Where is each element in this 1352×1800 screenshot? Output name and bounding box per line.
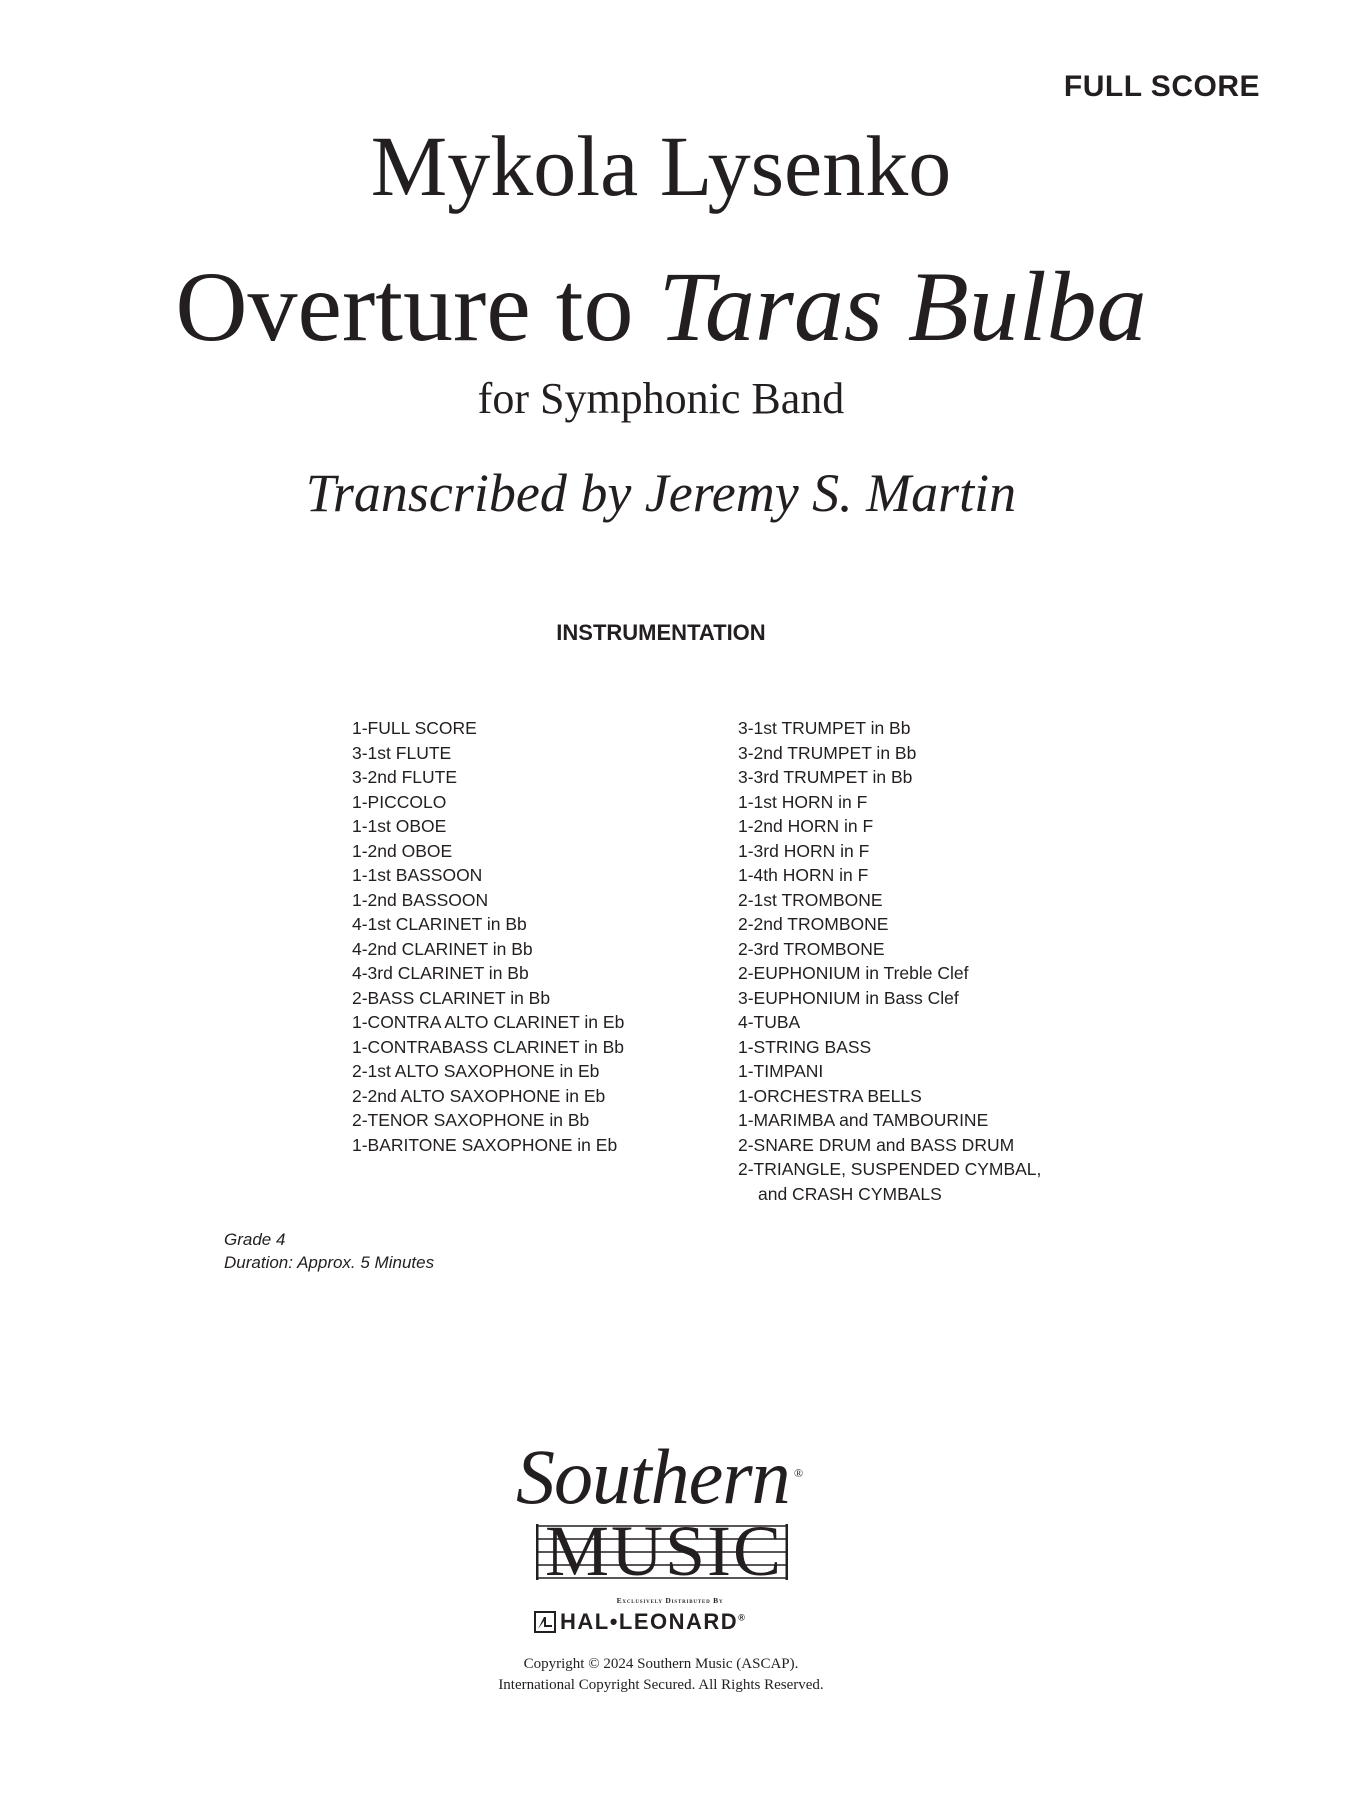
instrument-list-item: 1-CONTRABASS CLARINET in Bb: [352, 1036, 624, 1057]
instrument-list-item: 1-PICCOLO: [352, 791, 447, 812]
copyright-line-1: Copyright © 2024 Southern Music (ASCAP).: [523, 1656, 799, 1672]
instrument-list-item: 1-1st BASSOON: [352, 865, 483, 885]
instrument-list-item: 1-ORCHESTRA BELLS: [738, 1085, 922, 1106]
logo-distributor-name: [560, 1609, 746, 1635]
duration-label: Duration: Approx. 5 Minutes: [224, 1253, 435, 1272]
work-title-prefix: Overture to: [175, 251, 659, 362]
instrumentation-right-column: [738, 716, 1138, 1206]
instrument-list-item: 2-1st ALTO SAXOPHONE in Eb: [352, 1061, 600, 1081]
instrument-list-item: 2-BASS CLARINET in Bb: [352, 987, 551, 1008]
instrumentation-heading: INSTRUMENTATION: [556, 620, 766, 645]
instrument-list-item: 3-EUPHONIUM in Bass Clef: [738, 987, 959, 1008]
instrument-list-item: 2-TENOR SAXOPHONE in Bb: [352, 1110, 590, 1130]
work-subtitle: for Symphonic Band: [477, 374, 845, 423]
instrument-list-item: 3-2nd FLUTE: [352, 767, 458, 787]
instrument-list-item: 1-2nd OBOE: [352, 840, 453, 861]
instrument-list-item: 4-3rd CLARINET in Bb: [352, 963, 529, 983]
instrument-list-item: 2-1st TROMBONE: [738, 889, 883, 910]
logo-southern-text: Southern: [516, 1433, 790, 1520]
logo-music-text: MUSIC: [544, 1511, 784, 1591]
instrument-list-item: 3-3rd TRUMPET in Bb: [738, 767, 913, 787]
instrument-list-item: 2-SNARE DRUM and BASS DRUM: [738, 1134, 1015, 1155]
instrument-list-item: 2-TRIANGLE, SUSPENDED CYMBAL,: [738, 1159, 1042, 1179]
work-title-italic: Taras Bulba: [658, 251, 1147, 362]
instrument-list-item: 1-2nd HORN in F: [738, 816, 874, 836]
logo-distributed-by: Exclusively Distributed By: [616, 1596, 724, 1605]
instrument-list-item: 4-TUBA: [738, 1012, 801, 1032]
instrument-list-item: 2-EUPHONIUM in Treble Clef: [738, 963, 969, 983]
distributor-registered-mark: ®: [738, 1612, 747, 1623]
instrumentation-left-column: [352, 716, 712, 1157]
hal-leonard-logo-icon: [534, 1611, 556, 1633]
instrument-list-item: 2-2nd TROMBONE: [738, 914, 889, 934]
instrument-list-item-continuation: and CRASH CYMBALS: [758, 1183, 942, 1204]
instrument-list-item: 1-TIMPANI: [738, 1061, 824, 1081]
instrument-list-item: 1-3rd HORN in F: [738, 840, 870, 861]
work-title: [0, 252, 1322, 362]
arranger-credit: Transcribed by Jeremy S. Martin: [305, 463, 1017, 523]
grade-label: Grade 4: [224, 1230, 286, 1249]
instrument-list-item: 4-1st CLARINET in Bb: [352, 914, 527, 934]
instrument-list-item: 1-1st OBOE: [352, 816, 447, 836]
instrument-list-item: 2-3rd TROMBONE: [738, 938, 885, 959]
instrument-list-item: 3-2nd TRUMPET in Bb: [738, 742, 917, 763]
instrument-list-item: 4-2nd CLARINET in Bb: [352, 938, 533, 959]
logo-registered-mark: ®: [794, 1466, 804, 1480]
instrument-list-item: 1-FULL SCORE: [352, 718, 477, 738]
instrument-list-item: 3-1st FLUTE: [352, 742, 452, 763]
instrument-list-item: 3-1st TRUMPET in Bb: [738, 718, 911, 738]
instrument-list-item: 1-STRING BASS: [738, 1036, 872, 1057]
edition-label: FULL SCORE: [1063, 70, 1260, 103]
distributor-name-text: HAL•LEONARD: [560, 1609, 739, 1634]
instrument-list-item: 1-1st HORN in F: [738, 791, 868, 812]
instrument-list-item: 1-MARIMBA and TAMBOURINE: [738, 1110, 989, 1130]
instrument-list-item: 2-2nd ALTO SAXOPHONE in Eb: [352, 1085, 606, 1106]
instrument-list-item: 1-4th HORN in F: [738, 865, 869, 885]
composer-name: Mykola Lysenko: [370, 118, 952, 214]
copyright-line-2: International Copyright Secured. All Rights Reserved.: [498, 1677, 824, 1693]
instrument-list-item: 1-CONTRA ALTO CLARINET in Eb: [352, 1012, 625, 1032]
instrument-list-item: 1-2nd BASSOON: [352, 889, 489, 910]
instrument-list-item: 1-BARITONE SAXOPHONE in Eb: [352, 1134, 618, 1155]
